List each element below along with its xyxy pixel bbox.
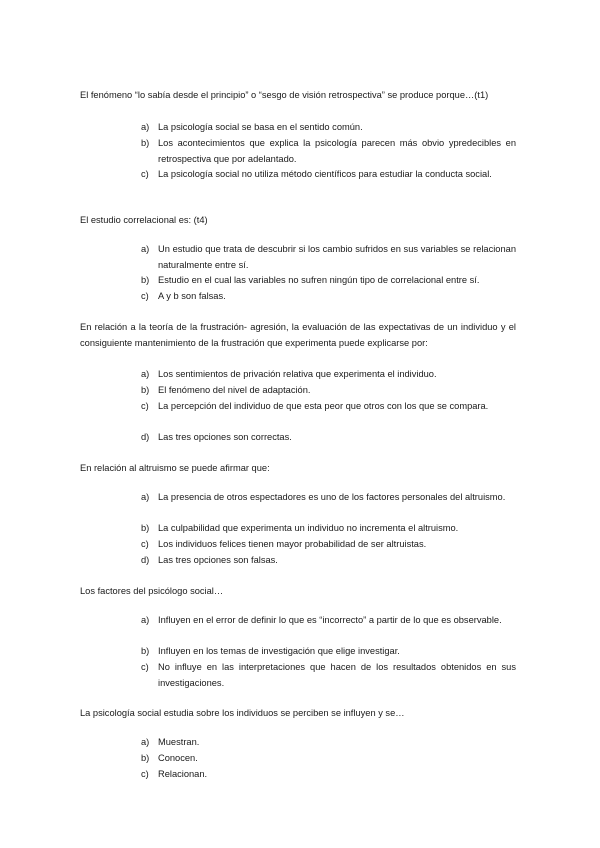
option-text: Las tres opciones son correctas. <box>158 432 292 442</box>
answer-option <box>141 367 516 383</box>
answer-option <box>141 167 516 183</box>
option-text: Muestran. <box>158 737 200 747</box>
option-letter: b) <box>141 523 150 533</box>
option-letter: a) <box>141 492 150 502</box>
option-text: Estudio en el cual las variables no sufren ningún tipo de correlacional entre sí. <box>158 275 480 285</box>
option-text: Influyen en el error de definir lo que es “incorrecto” a partir de lo que es observable. <box>158 615 502 625</box>
question-stem: El fenómeno “lo sabía desde el principio” o “sesgo de visión retrospectiva” se produce porque…(t1) <box>80 90 489 100</box>
answer-option <box>141 383 516 399</box>
option-text: La psicología social se basa en el sentido común. <box>158 122 363 132</box>
question-stem: En relación a la teoría de la frustración- agresión, la evaluación de las expectativas de un individuo y el consiguiente mantenimiento de la frustración que experimenta puede explicarse por: <box>80 322 516 348</box>
option-letter: b) <box>141 385 150 395</box>
option-letter: a) <box>141 615 150 625</box>
answer-option <box>141 735 516 751</box>
answer-option <box>141 660 516 691</box>
option-text: Los individuos felices tienen mayor probabilidad de ser altruistas. <box>158 539 427 549</box>
answer-option <box>141 289 516 305</box>
answer-option <box>141 537 516 553</box>
answer-option <box>141 490 516 506</box>
option-letter: b) <box>141 275 150 285</box>
answer-option <box>141 136 516 167</box>
answer-option <box>141 120 516 136</box>
option-letter: a) <box>141 244 150 254</box>
option-text: A y b son falsas. <box>158 291 226 301</box>
option-text: Un estudio que trata de descubrir si los cambio sufridos en sus variables se relacionan naturalmente entre sí. <box>158 244 516 270</box>
answer-option <box>141 399 516 415</box>
option-letter: d) <box>141 432 150 442</box>
option-text: Los acontecimientos que explica la psicología parecen más obvio ypredecibles en retrospectiva que por adelantado. <box>158 138 516 164</box>
answer-option <box>141 553 516 569</box>
answer-option <box>141 430 516 446</box>
option-letter: c) <box>141 401 149 411</box>
option-letter: b) <box>141 138 150 148</box>
answer-option <box>141 751 516 767</box>
option-letter: c) <box>141 662 149 672</box>
answer-option <box>141 767 516 783</box>
option-letter: b) <box>141 646 150 656</box>
question-stem: Los factores del psicólogo social… <box>80 586 224 596</box>
option-text: Los sentimientos de privación relativa que experimenta el individuo. <box>158 369 437 379</box>
answer-option <box>141 273 516 289</box>
option-letter: a) <box>141 369 150 379</box>
answer-option <box>141 644 516 660</box>
answer-option <box>141 242 516 273</box>
option-letter: d) <box>141 555 150 565</box>
option-text: La psicología social no utiliza método científicos para estudiar la conducta social. <box>158 169 492 179</box>
option-letter: c) <box>141 769 149 779</box>
option-text: Las tres opciones son falsas. <box>158 555 278 565</box>
option-text: La culpabilidad que experimenta un individuo no incrementa el altruismo. <box>158 523 459 533</box>
option-text: La presencia de otros espectadores es uno de los factores personales del altruismo. <box>158 492 506 502</box>
option-text: Conocen. <box>158 753 198 763</box>
question-stem: En relación al altruismo se puede afirmar que: <box>80 463 270 473</box>
option-text: No influye en las interpretaciones que hacen de los resultados obtenidos en sus investigaciones. <box>158 662 516 688</box>
option-letter: a) <box>141 122 150 132</box>
option-text: Relacionan. <box>158 769 208 779</box>
option-text: La percepción del individuo de que esta peor que otros con los que se compara. <box>158 401 489 411</box>
option-text: El fenómeno del nivel de adaptación. <box>158 385 311 395</box>
answer-option <box>141 613 516 629</box>
option-letter: b) <box>141 753 150 763</box>
question-stem: El estudio correlacional es: (t4) <box>80 215 208 225</box>
option-text: Influyen en los temas de investigación que elige investigar. <box>158 646 400 656</box>
option-letter: c) <box>141 169 149 179</box>
option-letter: c) <box>141 539 149 549</box>
answer-option <box>141 521 516 537</box>
question-stem: La psicología social estudia sobre los individuos se perciben se influyen y se… <box>80 708 405 718</box>
option-letter: a) <box>141 737 150 747</box>
option-letter: c) <box>141 291 149 301</box>
